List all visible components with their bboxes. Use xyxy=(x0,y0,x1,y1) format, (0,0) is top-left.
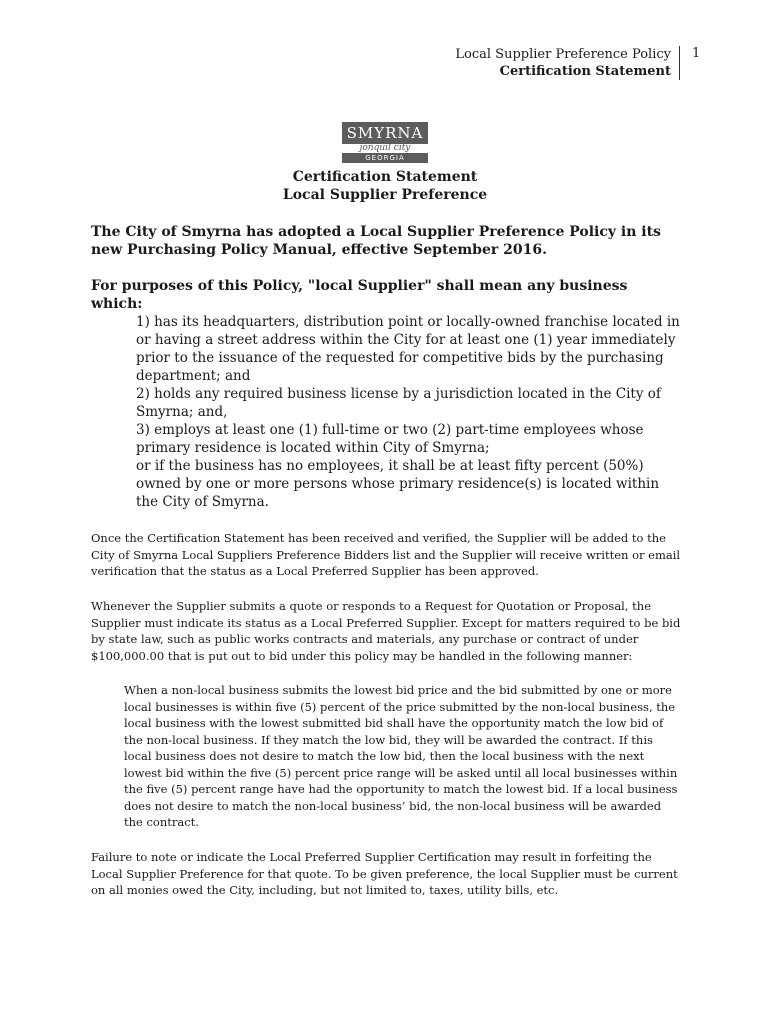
criterion-2: 2) holds any required business license by a jurisdiction located in the City of Smyrna; and, xyxy=(136,386,661,420)
logo-script: jonquil city xyxy=(359,143,411,153)
title-line-1: Certification Statement xyxy=(292,169,478,185)
logo-name: SMYRNA xyxy=(342,122,428,144)
purpose-statement: For purposes of this Policy, "local Supplier" shall mean any business which: xyxy=(91,278,628,312)
title-line-2: Local Supplier Preference xyxy=(282,187,488,203)
document-title xyxy=(0,168,770,204)
page-header xyxy=(455,46,680,80)
intro-statement: The City of Smyrna has adopted a Local Supplier Preference Policy in its new Purchasing Policy Manual, effective September 2016. xyxy=(91,224,661,258)
criteria-list xyxy=(136,313,681,511)
criterion-3: 3) employs at least one (1) full-time or two (2) part-time employees whose primary residence is located within City of Smyrna; xyxy=(136,422,644,456)
submission-paragraph: Whenever the Supplier submits a quote or responds to a Request for Quotation or Proposal, the Supplier must indicate its status as a Local Preferred Supplier. Except for matters required to be bid by state law, such as public works contracts and materials, any purchase or contract of under $100,000.00 that is put out to bid under this policy may be handled in the following manner: xyxy=(91,599,681,663)
bid-rule-paragraph: When a non-local business submits the lowest bid price and the bid submitted by one or more local businesses is within five (5) percent of the price submitted by the non-local business, the local business with the lowest submitted bid shall have the opportunity match the low bid of the non-local business. If they match the low bid, they will be awarded the contract. If this local business does not desire to match the low bid, then the local business with the next lowest bid within the five (5) percent price range will be asked until all local businesses within the five (5) percent range have had the opportunity to match the lowest bid. If a local business does not desire to match the non-local business’ bid, the non-local business will be awarded the contract. xyxy=(124,683,678,829)
criterion-1: 1) has its headquarters, distribution point or locally-owned franchise located in or having a street address within the City for at least one (1) year immediately prior to the issuance of the requested for competitive bids by the purchasing department; and xyxy=(136,314,680,384)
failure-paragraph: Failure to note or indicate the Local Preferred Supplier Certification may result in forfeiting the Local Supplier Preference for that quote. To be given preference, the local Supplier must be current on all monies owed the City, including, but not limited to, taxes, utility bills, etc. xyxy=(91,850,678,897)
header-subtitle: Certification Statement xyxy=(499,64,671,79)
smyrna-logo xyxy=(342,122,428,162)
page-number: 1 xyxy=(692,46,701,61)
logo-state: GEORGIA xyxy=(342,153,428,163)
header-title: Local Supplier Preference Policy xyxy=(455,47,671,62)
certification-paragraph: Once the Certification Statement has been received and verified, the Supplier will be added to the City of Smyrna Local Suppliers Preference Bidders list and the Supplier will receive written or email verification that the status as a Local Preferred Supplier has been approved. xyxy=(91,531,681,578)
criterion-alternative: or if the business has no employees, it shall be at least fifty percent (50%) owned by one or more persons whose primary residence(s) is located within the City of Smyrna. xyxy=(136,458,660,510)
